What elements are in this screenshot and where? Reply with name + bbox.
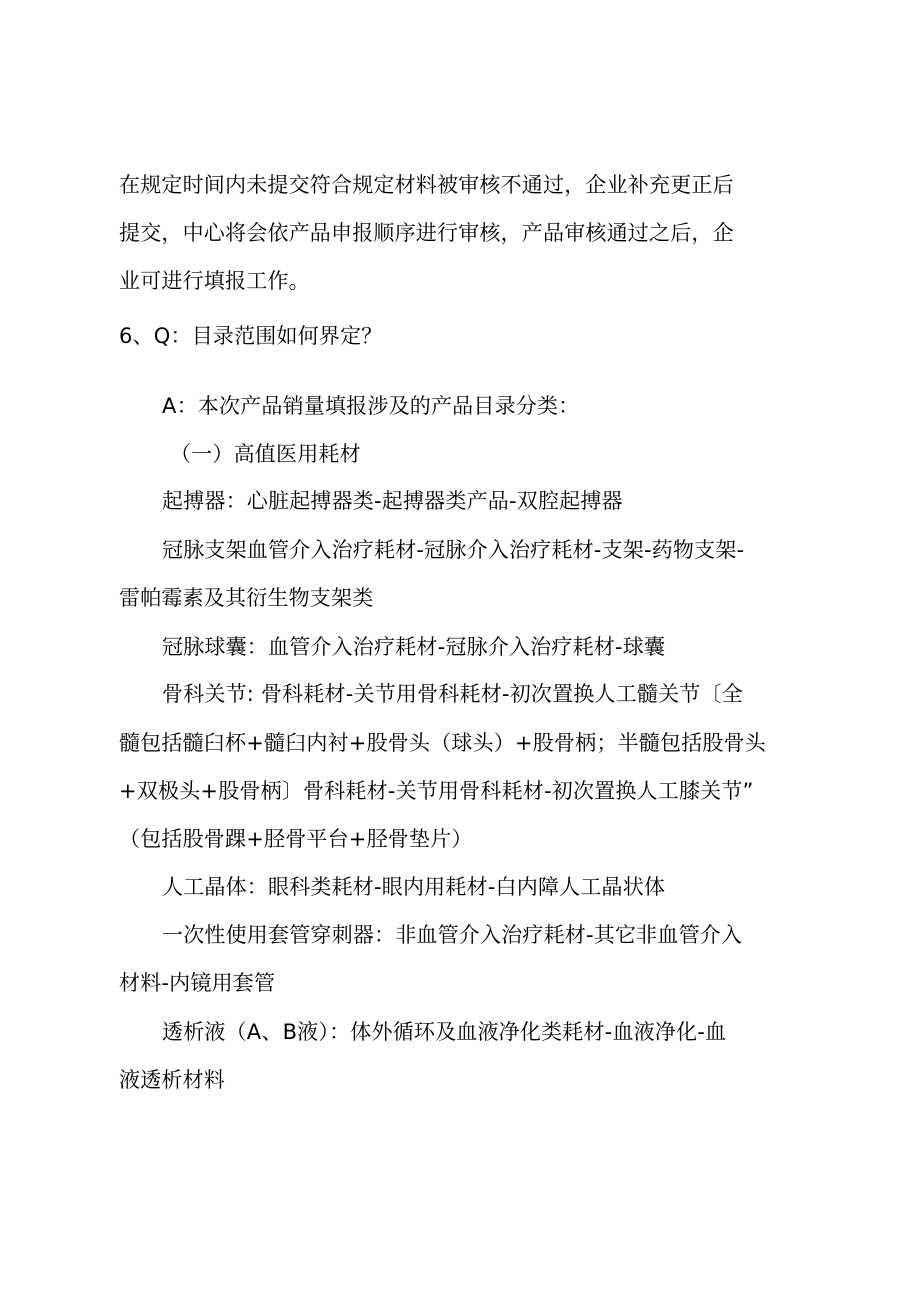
paragraph-line: 业可进行填报工作。 — [119, 269, 310, 293]
catalog-item: 一次性使用套管穿刺器：非血管介入治疗耗材-其它非血管介入 — [162, 923, 743, 947]
paragraph-line: 在规定时间内未提交符合规定材料被审核不通过，企业补充更正后 — [119, 173, 734, 197]
catalog-item-continuation: +双极头+股骨柄〕骨科耗材-关节用骨科耗材-初次置换人工膝关节” — [119, 779, 754, 803]
catalog-item: 人工晶体：眼科类耗材-眼内用耗材-白内障人工晶状体 — [162, 875, 666, 899]
section-heading: （一）高值医用耗材 — [170, 442, 361, 466]
catalog-item-continuation: 髓包括髓臼杯+髓臼内衬+股骨头（球头）+股骨柄；半髓包括股骨头 — [119, 731, 766, 755]
catalog-item-continuation: 雷帕霉素及其衍生物支架类 — [119, 586, 374, 610]
catalog-item: 透析液（A、B液）：体外循环及血液净化类耗材-血液净化-血 — [162, 1020, 727, 1044]
catalog-item-continuation: 材料-内镜用套管 — [119, 971, 276, 995]
question-heading: 6、Q：目录范围如何界定？ — [119, 324, 383, 348]
catalog-item: 冠脉支架血管介入治疗耗材-冠脉介入治疗耗材-支架-药物支架- — [162, 538, 745, 562]
catalog-item: 骨科关节: 骨科耗材-关节用骨科耗材-初次置换人工髓关节〔全 — [162, 682, 743, 706]
catalog-item: 冠脉球囊：血管介入治疗耗材-冠脉介入治疗耗材-球囊 — [162, 635, 666, 659]
catalog-item-continuation: 液透析材料 — [119, 1068, 225, 1092]
answer-intro: A：本次产品销量填报涉及的产品目录分类： — [162, 394, 580, 418]
catalog-item: 起搏器：心脏起搏器类-起搏器类产品-双腔起搏器 — [162, 489, 623, 513]
paragraph-line: 提交，中心将会依产品申报顺序进行审核，产品审核通过之后，企 — [119, 221, 734, 245]
catalog-item-continuation: （包括股骨踝+胫骨平台+胫骨垫片） — [119, 827, 473, 851]
